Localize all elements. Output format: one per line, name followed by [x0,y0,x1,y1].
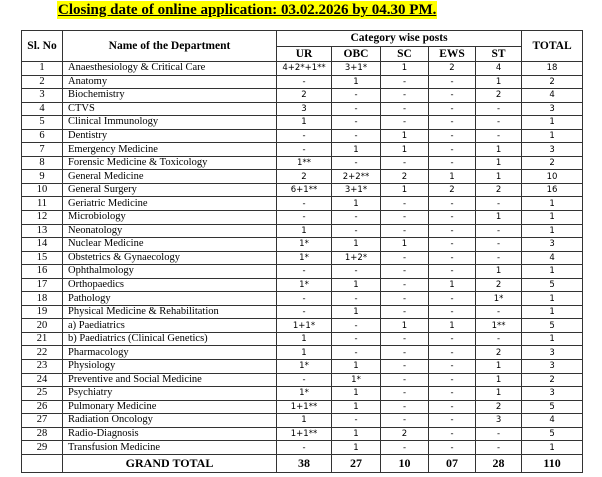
row-total: 16 [522,183,583,197]
row-value-st: - [476,441,522,455]
row-value-sc: 1 [381,183,429,197]
row-value-st: 1 [476,170,522,184]
row-value-st: 1 [476,156,522,170]
row-value-ews: - [429,116,476,130]
row-value-ews: 1 [429,278,476,292]
row-value-ur: 3 [277,102,332,116]
row-total: 1 [522,211,583,225]
table-row [22,183,583,197]
row-total: 1 [522,197,583,211]
row-value-st: - [476,332,522,346]
row-value-ur: - [277,211,332,225]
row-value-st: 1* [476,292,522,306]
row-total: 3 [522,143,583,157]
row-value-st: 1 [476,265,522,279]
header-category-ur: UR [277,46,332,62]
table-row [22,197,583,211]
row-value-obc: 1 [332,143,381,157]
row-value-st: - [476,224,522,238]
row-department-name: Ophthalmology [63,265,277,279]
row-value-obc: 1 [332,197,381,211]
row-value-st: - [476,238,522,252]
row-value-sc: - [381,414,429,428]
row-value-st: 1 [476,211,522,225]
grand-total-ews: 07 [429,454,476,472]
row-value-ews: 1 [429,319,476,333]
row-department-name: Radiation Oncology [63,414,277,428]
row-value-sc: - [381,305,429,319]
row-value-obc: 3+1* [332,62,381,76]
row-value-ur: - [277,305,332,319]
row-value-sc: - [381,373,429,387]
table-row [22,360,583,374]
row-sl-no: 1 [22,62,63,76]
row-department-name: Physiology [63,360,277,374]
row-value-ur: - [277,292,332,306]
row-value-st: - [476,129,522,143]
header-category-obc: OBC [332,46,381,62]
row-sl-no: 15 [22,251,63,265]
table-row [22,441,583,455]
row-value-obc: - [332,211,381,225]
row-sl-no: 25 [22,387,63,401]
row-value-obc: 1* [332,373,381,387]
row-value-st: 2 [476,89,522,103]
row-total: 2 [522,75,583,89]
row-department-name: Psychiatry [63,387,277,401]
row-sl-no: 6 [22,129,63,143]
row-sl-no: 29 [22,441,63,455]
grand-total-obc: 27 [332,454,381,472]
row-total: 4 [522,251,583,265]
row-department-name: General Surgery [63,183,277,197]
row-value-obc: 1 [332,238,381,252]
row-value-ur: 1* [277,360,332,374]
row-value-ews: - [429,129,476,143]
row-total: 5 [522,427,583,441]
row-value-sc: - [381,224,429,238]
row-sl-no: 3 [22,89,63,103]
row-total: 2 [522,373,583,387]
row-sl-no: 23 [22,360,63,374]
grand-total-row [22,454,583,472]
table-row [22,319,583,333]
row-department-name: Pulmonary Medicine [63,400,277,414]
row-sl-no: 20 [22,319,63,333]
row-value-ur: 1* [277,387,332,401]
row-value-sc: - [381,156,429,170]
row-value-sc: - [381,89,429,103]
row-value-sc: - [381,387,429,401]
row-value-st: - [476,305,522,319]
row-value-obc: 1 [332,305,381,319]
row-total: 1 [522,116,583,130]
row-value-st: - [476,102,522,116]
row-sl-no: 27 [22,414,63,428]
row-value-ews: 1 [429,170,476,184]
row-value-ur: - [277,75,332,89]
row-value-ur: 1+1** [277,427,332,441]
row-value-ews: - [429,441,476,455]
row-total: 5 [522,319,583,333]
row-value-ews: - [429,414,476,428]
row-department-name: Pharmacology [63,346,277,360]
row-value-obc: 1+2* [332,251,381,265]
row-value-ur: 2 [277,170,332,184]
table-row [22,373,583,387]
row-value-ews: - [429,346,476,360]
row-value-obc: 1 [332,75,381,89]
table-row [22,292,583,306]
row-value-st: - [476,116,522,130]
row-value-ur: 1 [277,414,332,428]
row-total: 1 [522,224,583,238]
row-value-ews: - [429,251,476,265]
row-value-obc: - [332,224,381,238]
row-value-ews: - [429,238,476,252]
row-value-ews: - [429,387,476,401]
grand-total-st: 28 [476,454,522,472]
table-row [22,238,583,252]
row-value-ews: 2 [429,62,476,76]
row-sl-no: 22 [22,346,63,360]
row-value-obc: - [332,346,381,360]
row-department-name: Anaesthesiology & Critical Care [63,62,277,76]
row-value-sc: - [381,441,429,455]
row-sl-no: 28 [22,427,63,441]
grand-total-sc: 10 [381,454,429,472]
row-value-sc: - [381,278,429,292]
row-value-st: 2 [476,278,522,292]
grand-total-ur: 38 [277,454,332,472]
row-sl-no: 19 [22,305,63,319]
row-department-name: Dentistry [63,129,277,143]
row-value-ur: 1+1* [277,319,332,333]
row-sl-no: 7 [22,143,63,157]
row-department-name: b) Paediatrics (Clinical Genetics) [63,332,277,346]
header-sl-no: Sl. No [22,31,63,62]
row-total: 1 [522,129,583,143]
grand-total-overall: 110 [522,454,583,472]
row-value-sc: - [381,400,429,414]
table-row [22,400,583,414]
row-sl-no: 9 [22,170,63,184]
table-row [22,414,583,428]
row-department-name: Microbiology [63,211,277,225]
row-value-ews: - [429,373,476,387]
row-value-st: 1 [476,373,522,387]
row-value-ews: - [429,102,476,116]
row-department-name: Emergency Medicine [63,143,277,157]
row-value-ur: - [277,373,332,387]
row-total: 1 [522,265,583,279]
table-row [22,211,583,225]
row-department-name: Geriatric Medicine [63,197,277,211]
table-row [22,265,583,279]
header-department: Name of the Department [63,31,277,62]
table-row [22,143,583,157]
row-sl-no: 8 [22,156,63,170]
row-value-ur: - [277,441,332,455]
row-department-name: Preventive and Social Medicine [63,373,277,387]
row-value-obc: 1 [332,441,381,455]
row-value-sc: 1 [381,129,429,143]
row-total: 3 [522,238,583,252]
row-department-name: Pathology [63,292,277,306]
row-value-ews: - [429,292,476,306]
row-sl-no: 4 [22,102,63,116]
row-value-ur: 6+1** [277,183,332,197]
row-value-obc: - [332,116,381,130]
row-value-sc: 1 [381,319,429,333]
row-value-ews: - [429,360,476,374]
row-value-obc: 1 [332,278,381,292]
row-value-sc: 1 [381,143,429,157]
header-category-ews: EWS [429,46,476,62]
row-sl-no: 16 [22,265,63,279]
row-department-name: Obstetrics & Gynaecology [63,251,277,265]
row-total: 5 [522,400,583,414]
closing-date-notice: Closing date of online application: 03.02.2026 by 04.30 PM. [58,2,437,18]
row-sl-no: 21 [22,332,63,346]
row-value-sc: 2 [381,170,429,184]
row-value-ews: - [429,197,476,211]
row-value-ews: - [429,143,476,157]
row-value-ur: - [277,265,332,279]
row-value-obc: - [332,265,381,279]
row-sl-no: 13 [22,224,63,238]
row-value-ews: - [429,89,476,103]
row-sl-no: 11 [22,197,63,211]
row-total: 1 [522,441,583,455]
row-value-obc: 1 [332,360,381,374]
grand-total-empty [22,454,63,472]
department-posts-table [21,30,583,473]
row-value-obc: - [332,319,381,333]
row-value-ur: 1 [277,224,332,238]
table-row [22,170,583,184]
row-value-obc: 1 [332,400,381,414]
row-department-name: CTVS [63,102,277,116]
row-department-name: a) Paediatrics [63,319,277,333]
row-value-obc: - [332,292,381,306]
row-value-sc: 1 [381,62,429,76]
table-row [22,332,583,346]
table-row [22,427,583,441]
row-value-obc: - [332,129,381,143]
header-category-group: Category wise posts [277,31,522,47]
row-value-obc: - [332,102,381,116]
row-value-ur: 1+1** [277,400,332,414]
table-row [22,224,583,238]
row-value-sc: 1 [381,238,429,252]
row-value-ur: 1* [277,238,332,252]
row-value-st: 2 [476,400,522,414]
row-value-obc: 3+1* [332,183,381,197]
row-value-sc: - [381,116,429,130]
row-value-st: 4 [476,62,522,76]
row-value-ur: 2 [277,89,332,103]
row-department-name: Orthopaedics [63,278,277,292]
row-value-ur: 1* [277,278,332,292]
row-value-ews: - [429,75,476,89]
row-sl-no: 17 [22,278,63,292]
row-total: 1 [522,292,583,306]
row-total: 4 [522,414,583,428]
header-total: TOTAL [522,31,583,62]
row-total: 1 [522,332,583,346]
row-sl-no: 14 [22,238,63,252]
row-value-ur: 4+2*+1** [277,62,332,76]
row-value-ur: 1 [277,116,332,130]
row-value-st: 1** [476,319,522,333]
row-value-ews: - [429,211,476,225]
row-total: 3 [522,346,583,360]
row-value-obc: - [332,414,381,428]
table-row [22,346,583,360]
row-sl-no: 24 [22,373,63,387]
row-value-sc: - [381,346,429,360]
table-row [22,278,583,292]
grand-total-label: GRAND TOTAL [63,454,277,472]
row-department-name: Forensic Medicine & Toxicology [63,156,277,170]
row-value-obc: - [332,156,381,170]
table-row [22,62,583,76]
row-sl-no: 26 [22,400,63,414]
row-sl-no: 12 [22,211,63,225]
row-value-sc: - [381,332,429,346]
row-department-name: Biochemistry [63,89,277,103]
row-value-st: 2 [476,183,522,197]
row-value-sc: - [381,251,429,265]
table-row [22,102,583,116]
table-row [22,305,583,319]
row-value-st: - [476,427,522,441]
table-row [22,387,583,401]
row-value-st: 1 [476,75,522,89]
row-total: 10 [522,170,583,184]
row-total: 3 [522,360,583,374]
row-value-ur: 1** [277,156,332,170]
row-value-sc: - [381,360,429,374]
row-value-sc: - [381,211,429,225]
row-department-name: Nuclear Medicine [63,238,277,252]
row-value-ews: 2 [429,183,476,197]
row-value-st: 2 [476,346,522,360]
row-value-ur: 1 [277,332,332,346]
row-department-name: Radio-Diagnosis [63,427,277,441]
row-value-ews: - [429,332,476,346]
row-value-ews: - [429,224,476,238]
row-value-st: 3 [476,414,522,428]
row-value-sc: - [381,197,429,211]
row-value-obc: 1 [332,427,381,441]
row-value-st: - [476,251,522,265]
row-value-st: 1 [476,143,522,157]
row-value-ews: - [429,400,476,414]
row-total: 4 [522,89,583,103]
row-value-ews: - [429,265,476,279]
row-sl-no: 2 [22,75,63,89]
row-department-name: Transfusion Medicine [63,441,277,455]
row-value-ur: - [277,129,332,143]
row-value-obc: 1 [332,387,381,401]
row-department-name: Clinical Immunology [63,116,277,130]
row-total: 3 [522,387,583,401]
row-department-name: Neonatology [63,224,277,238]
header-category-st: ST [476,46,522,62]
row-value-ews: - [429,156,476,170]
row-value-sc: - [381,292,429,306]
row-value-ur: 1* [277,251,332,265]
row-sl-no: 10 [22,183,63,197]
row-value-st: 1 [476,360,522,374]
table-row [22,75,583,89]
row-value-sc: - [381,75,429,89]
row-total: 2 [522,156,583,170]
table-row [22,156,583,170]
table-row [22,251,583,265]
row-value-obc: - [332,89,381,103]
row-value-ur: - [277,143,332,157]
row-value-ews: - [429,305,476,319]
row-total: 18 [522,62,583,76]
row-sl-no: 5 [22,116,63,130]
table-row [22,116,583,130]
row-value-st: 1 [476,387,522,401]
row-total: 5 [522,278,583,292]
table-row [22,89,583,103]
row-value-sc: 2 [381,427,429,441]
row-department-name: Anatomy [63,75,277,89]
header-category-sc: SC [381,46,429,62]
row-department-name: General Medicine [63,170,277,184]
row-total: 3 [522,102,583,116]
row-sl-no: 18 [22,292,63,306]
row-total: 1 [522,305,583,319]
row-value-sc: - [381,265,429,279]
row-value-sc: - [381,102,429,116]
row-value-ur: 1 [277,346,332,360]
row-value-ur: - [277,197,332,211]
row-value-st: - [476,197,522,211]
row-value-ews: - [429,427,476,441]
row-value-obc: - [332,332,381,346]
row-department-name: Physical Medicine & Rehabilitation [63,305,277,319]
row-value-obc: 2+2** [332,170,381,184]
table-row [22,129,583,143]
